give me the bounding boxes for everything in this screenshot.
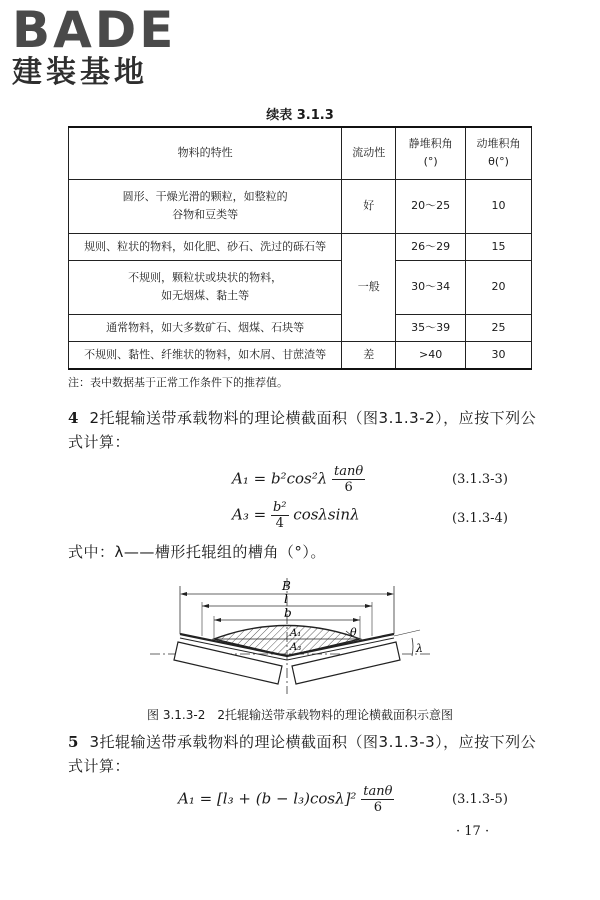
cell-flow: 好: [342, 179, 396, 233]
table-row: [69, 314, 532, 341]
cell-dynamic: 10: [466, 179, 532, 233]
cell-flow: 差: [342, 341, 396, 369]
header-dynamic-angle: 动堆积角 θ(°): [466, 127, 532, 179]
table-row: [69, 260, 532, 314]
equation-number: (3.1.3-5): [452, 792, 508, 807]
trough-belt-diagram: [150, 576, 450, 698]
label-A1: A₁: [290, 628, 302, 639]
fraction: $\frac{\text{b²}}{4}$: [272, 500, 287, 531]
label-l: l: [284, 592, 288, 606]
logo-english: BADE: [12, 1, 177, 59]
clause-number: 5: [68, 733, 79, 751]
cell-flow: 一般: [342, 233, 396, 341]
cell-dynamic: 30: [466, 341, 532, 369]
figure-caption: 图 3.1.3-2 2托辊输送带承载物料的理论横截面积示意图: [147, 708, 453, 722]
header-property: 物料的特性: [69, 127, 342, 179]
fraction: $\frac{\tan\theta}{6}$: [363, 784, 393, 815]
cell-static: 35～39: [396, 314, 466, 341]
cell-static: 20～25: [396, 179, 466, 233]
cell-dynamic: 15: [466, 233, 532, 260]
brand-logo: [8, 2, 188, 90]
table-header-row: [69, 127, 532, 179]
cell-static: 30～34: [396, 260, 466, 314]
page-number: · 17 ·: [456, 824, 490, 839]
cell-dynamic: 25: [466, 314, 532, 341]
lambda-arc: [412, 638, 413, 656]
clause-5: [68, 730, 538, 778]
table-row: [69, 341, 532, 369]
material-properties-table: [68, 126, 532, 370]
label-A3: A₃: [290, 642, 302, 653]
formula-3-1-3-3: A₁ = b²cos²λ $\frac{\tan\theta}{6}$: [232, 464, 364, 495]
cell-dynamic: 20: [466, 260, 532, 314]
table-caption: 续表 3.1.3: [266, 108, 334, 123]
fraction: $\frac{\tan\theta}{6}$: [334, 464, 364, 495]
equation-number: (3.1.3-4): [452, 511, 508, 526]
cell-static: >40: [396, 341, 466, 369]
label-lambda: λ: [416, 642, 423, 655]
table-row: [69, 233, 532, 260]
header-static-angle: 静堆积角 (°): [396, 127, 466, 179]
clause-number: 4: [68, 409, 79, 427]
cell-property: 不规则、黏性、纤维状的物料，如木屑、甘蔗渣等: [69, 341, 342, 369]
formula-3-1-3-5: A₁ = [l₃ + (b − l₃)cosλ]² $\frac{\tan\theta}{6}$: [178, 784, 393, 815]
clause-text: 3托辊输送带承载物料的理论横截面积（图3.1.3-3），应按下列公式计算：: [68, 733, 537, 775]
logo-chinese: 建装基地: [12, 55, 148, 90]
equation-number: (3.1.3-3): [452, 472, 508, 487]
table-note: 注：表中数据基于正常工作条件下的推荐值。: [68, 376, 288, 389]
cell-property: 不规则，颗粒状或块状的物料， 如无烟煤、黏土等: [69, 260, 342, 314]
where-clause: 式中：λ——槽形托辊组的槽角（°）。: [68, 543, 326, 561]
table-row: [69, 179, 532, 233]
label-B: B: [282, 579, 291, 593]
clause-text: 2托辊输送带承载物料的理论横截面积（图3.1.3-2），应按下列公式计算：: [68, 409, 537, 451]
material-cross-section: [214, 626, 360, 657]
cell-property: 规则、粒状的物料，如化肥、砂石、洗过的砾石等: [69, 233, 342, 260]
cell-property: 通常物料，如大多数矿石、烟煤、石块等: [69, 314, 342, 341]
label-theta: θ: [350, 626, 357, 639]
cell-property: 圆形、干燥光滑的颗粒，如整粒的 谷物和豆类等: [69, 179, 342, 233]
formula-3-1-3-4: A₃ = $\frac{\text{b²}}{4}$ cosλsinλ: [232, 500, 360, 531]
cell-static: 26～29: [396, 233, 466, 260]
clause-4: [68, 406, 538, 454]
header-flowability: 流动性: [342, 127, 396, 179]
label-b: b: [284, 606, 292, 620]
